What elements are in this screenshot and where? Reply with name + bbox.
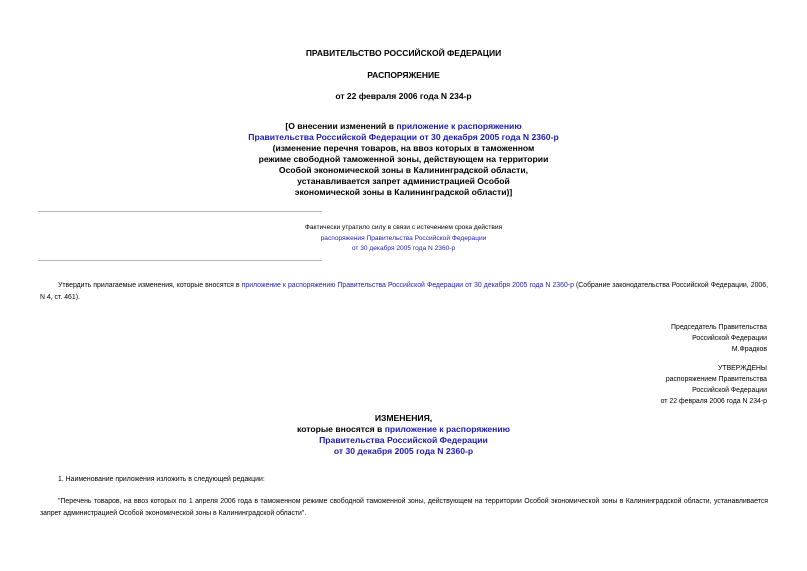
changes-quote-text: "Перечень товаров, на ввоз которых по 1 апреля 2006 года в таможенном режиме свободной таможенной зоны, действующем на территории Особой экономической зоны в Калининградской области, устанавливается запрет администрацией Особой экономической зоны в Калининградской области". bbox=[40, 498, 768, 517]
status-note-line: Фактически утратило силу в связи с истечением срока действия bbox=[304, 224, 503, 231]
title-prefix: [О внесении изменений в bbox=[285, 121, 397, 131]
title-line-4: режиме свободной таможенной зоны, действующем на территории bbox=[258, 154, 549, 164]
approval-line-4: от 22 февраля 2006 года N 234-р bbox=[660, 398, 767, 405]
approval-line-3: Российской Федерации bbox=[692, 387, 767, 394]
approval-heading: УТВЕРЖДЕНЫ bbox=[718, 365, 767, 372]
signature-position: Председатель Правительства bbox=[671, 324, 767, 331]
changes-link-government[interactable]: Правительства Российской Федерации bbox=[319, 435, 488, 445]
status-note-link-2[interactable]: от 30 декабря 2005 года N 2360-р bbox=[351, 245, 456, 252]
changes-heading: ИЗМЕНЕНИЯ, bbox=[374, 413, 433, 423]
signature-country: Российской Федерации bbox=[692, 335, 767, 342]
approval-line-2: распоряжением Правительства bbox=[665, 376, 767, 383]
body-text-end: (Собрание законодательства Российской Федерации, 2006, N 4, ст. 461). bbox=[40, 282, 769, 301]
title-line-3: (изменение перечня товаров, на ввоз которых в таможенном bbox=[272, 143, 535, 153]
status-note-link-1[interactable]: распоряжения Правительства Российской Федерации bbox=[320, 234, 487, 242]
body-text-start: Утвердить прилагаемые изменения, которые вносятся в bbox=[58, 282, 242, 289]
changes-line-2 bbox=[0, 424, 807, 435]
title-line-5: Особой экономической зоны в Калининградской области, bbox=[278, 165, 529, 175]
signature-block bbox=[671, 322, 767, 355]
changes-title bbox=[0, 413, 807, 457]
changes-link-date[interactable]: от 30 декабря 2005 года N 2360-р bbox=[333, 446, 474, 456]
title-link-appendix[interactable]: приложение к распоряжению bbox=[396, 121, 522, 131]
body-paragraph bbox=[40, 280, 768, 303]
divider-top bbox=[38, 211, 322, 212]
title-line-7: экономической зоны в Калининградской области)] bbox=[294, 187, 513, 197]
changes-item-1 bbox=[40, 474, 768, 486]
document-date-number: от 22 февраля 2006 года N 234-р bbox=[335, 91, 472, 101]
changes-prefix: которые вносятся в bbox=[297, 424, 385, 434]
government-heading: ПРАВИТЕЛЬСТВО РОССИЙСКОЙ ФЕДЕРАЦИИ bbox=[305, 48, 502, 58]
divider-bottom bbox=[38, 260, 322, 261]
approval-block bbox=[661, 363, 767, 407]
signature-name: М.Фрадков bbox=[731, 346, 767, 353]
title-link-decree[interactable]: Правительства Российской Федерации от 30 декабря 2005 года N 2360-р bbox=[248, 132, 559, 142]
changes-item-1-text: 1. Наименование приложения изложить в следующей редакции: bbox=[58, 476, 265, 483]
document-type: РАСПОРЯЖЕНИЕ bbox=[367, 70, 440, 80]
changes-quote bbox=[40, 496, 768, 519]
title-line-1 bbox=[0, 121, 807, 132]
changes-link-appendix[interactable]: приложение к распоряжению bbox=[384, 424, 510, 434]
document-title bbox=[0, 121, 807, 198]
body-link-appendix[interactable]: приложение к распоряжению Правительства Российской Федерации от 30 декабря 2005 года N 2360-р bbox=[241, 282, 574, 289]
title-line-6: устанавливается запрет администрацией Особой bbox=[297, 176, 510, 186]
status-note bbox=[0, 223, 807, 255]
